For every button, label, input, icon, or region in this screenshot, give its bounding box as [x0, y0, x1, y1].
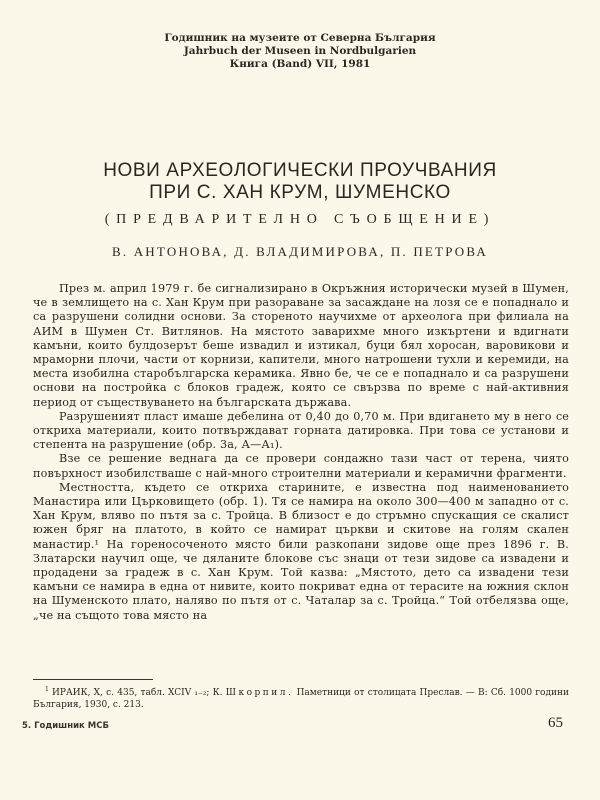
footnote-marker: 1: [45, 686, 49, 693]
paragraph: През м. април 1979 г. бе сигнализирано в Окръжния исторически музей в Шумен, че в землището на с. Хан Крум при разораване за засаждане на лозя се е попаднало и са разрушени солидни основи. За сторeното научихме от археолога при филиала на АИМ в Шумен Ст. Витлянов. На мястото заварихме много изкъртени и вдигнати камъни, които булдозерът беше извадил и изтикал, буци бял хоросан, варовикови и мраморни плочи, части от корнизи, капители, много натрошени тухли и керемиди, на места изобилна старобългарска керамика. Явно бе, че се е попаднало и са разрушени основи на постройка с блоков градеж, която се свързва по време с най-активния период от съществуването на българската държава.: [33, 282, 569, 409]
footnote-text-after: Паметници от столицата Преслав. — В: Сб. 1000 години България, 1930, с. 213.: [33, 688, 569, 710]
article-subtitle: (ПРЕДВАРИТЕЛНО СЪОБЩЕНИЕ): [104, 212, 496, 227]
journal-title-bg: Годишник на музеите от Северна България: [164, 32, 436, 44]
paragraph: Местността, където се откриха старините, е известна под наименованието Манастира или Църковището (обр. 1). Тя се намира на около 300—400 м западно от с. Хан Крум, вляво по пътя за с. Тройца. В близост е до стръмно спускащия се скалист южен бряг на платото, в който се намират църкви и скитове на голям скален манастир.¹ На гореносоченото място били разкопани зидове още през 1896 г. В. Златарски научил още, че дяланите блокове със знаци от тези зидове са извадени и продадени за градеж в с. Хан Крум. Той казва: „Мястото, дето са извадени тези камъни се намира в една от нивите, които покриват една от терасите на южния склон на Шуменското плато, наляво по пътя от с. Чаталар за с. Тройца.“ Той отбелязва още, „че на същото това място на: [33, 480, 569, 622]
footnote-divider: [33, 679, 153, 680]
article-authors: В. АНТОНОВА, Д. ВЛАДИМИРОВА, П. ПЕТРОВА: [111, 244, 489, 259]
footnote-author: Шкорпил.: [225, 688, 294, 698]
journal-title-de: Jahrbuch der Museen in Nordbulgarien: [183, 45, 417, 57]
article-title-line-2: ПРИ С. ХАН КРУМ, ШУМЕНСКО: [149, 182, 451, 203]
page-number: 65: [548, 715, 563, 731]
paragraph: Взе се решение веднага да се провери сондажно тази част от терена, чиято повърхност изобилстваше с най-много строителни материали и керамични фрагменти.: [33, 452, 569, 480]
journal-volume: Книга (Band) VII, 1981: [229, 58, 371, 70]
footnote: [33, 684, 569, 711]
journal-header: [0, 32, 600, 71]
article-body: [33, 282, 569, 623]
footnote-text-before: ИРАИК, X, с. 435, табл. XCIV ₁₋₂; К.: [52, 688, 223, 698]
printer-signature: 5. Годишник МСБ: [22, 721, 109, 731]
article-title-line-1: НОВИ АРХЕОЛОГИЧЕСКИ ПРОУЧВАНИЯ: [103, 160, 497, 181]
article-title: [0, 160, 600, 204]
paragraph: Разрушеният пласт имаше дебелина от 0,40 до 0,70 м. При вдигането му в него се откриха материали, които потвърждават горната датировка. При това се установи и степента на разрушение (обр. 3а, А—А₁).: [33, 409, 569, 452]
